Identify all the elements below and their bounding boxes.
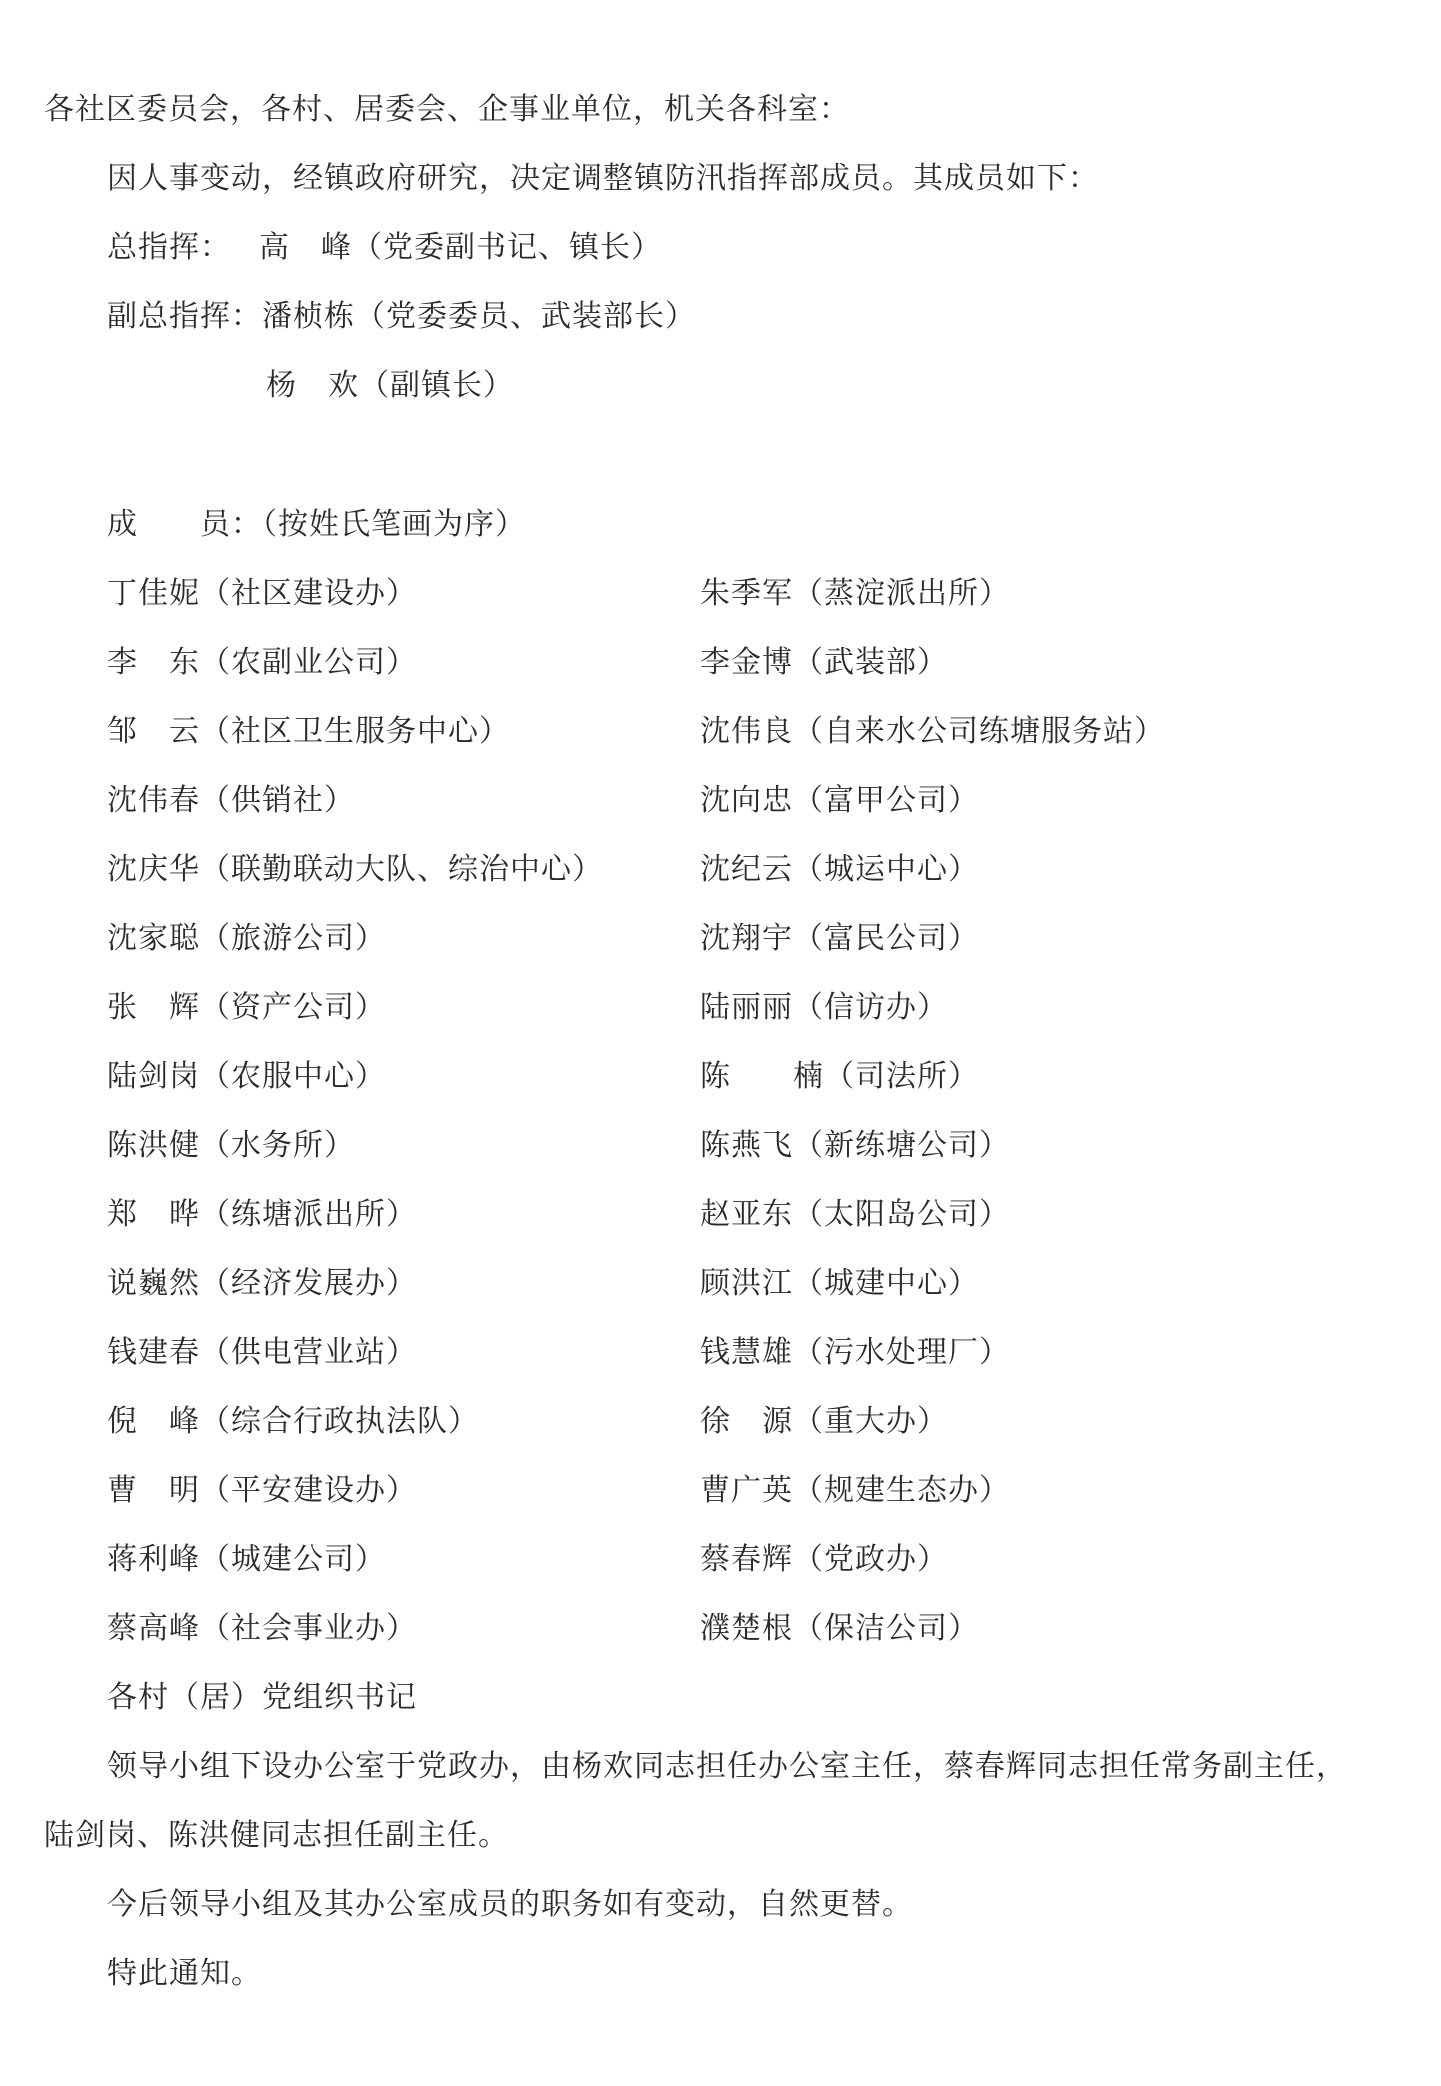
member-right: 沈伟良（自来水公司练塘服务站） (700, 714, 1165, 749)
member-right: 顾洪江（城建中心） (700, 1266, 979, 1301)
chief-commander-row (107, 228, 662, 268)
members-order-note: （按姓氏笔画为序） (262, 507, 526, 542)
office-paragraph-line2: 陆剑岗、陈洪健同志担任副主任。 (44, 1818, 509, 1853)
deputy-name: 潘桢栋 (262, 299, 355, 334)
member-left: 倪 峰（综合行政执法队） (107, 1404, 479, 1439)
member-left: 说巍然（经济发展办） (107, 1266, 417, 1301)
member-left: 曹 明（平安建设办） (107, 1473, 417, 1508)
deputy-role: （党委委员、武装部长） (355, 299, 696, 334)
deputy-commander-row (107, 297, 696, 337)
deputy-label: 副总指挥： (107, 299, 262, 334)
salutation: 各社区委员会，各村、居委会、企事业单位，机关各科室： (44, 92, 850, 127)
member-left: 钱建春（供电营业站） (107, 1335, 417, 1370)
member-right: 陈燕飞（新练塘公司） (700, 1128, 1010, 1163)
member-left: 沈庆华（联勤联动大队、综治中心） (107, 852, 603, 887)
change-note: 今后领导小组及其办公室成员的职务如有变动，自然更替。 (107, 1887, 913, 1922)
deputy-name: 杨 欢 (266, 368, 359, 403)
members-label: 成 员： (107, 507, 262, 542)
member-left: 郑 晔（练塘派出所） (107, 1197, 417, 1232)
closing: 特此通知。 (107, 1956, 262, 1991)
village-secretaries: 各村（居）党组织书记 (107, 1680, 417, 1715)
member-right: 赵亚东（太阳岛公司） (700, 1197, 1010, 1232)
member-right: 钱慧雄（污水处理厂） (700, 1335, 1010, 1370)
chief-label: 总指挥： (107, 230, 231, 265)
chief-role: （党委副书记、镇长） (352, 230, 662, 265)
member-left: 蒋利峰（城建公司） (107, 1542, 386, 1577)
member-right: 濮楚根（保洁公司） (700, 1611, 979, 1646)
member-right: 沈纪云（城运中心） (700, 852, 979, 887)
member-right: 徐 源（重大办） (700, 1404, 948, 1439)
chief-name: 高 峰 (259, 230, 352, 265)
member-right: 李金博（武装部） (700, 645, 948, 680)
member-right: 沈翔宇（富民公司） (700, 921, 979, 956)
member-right: 蔡春辉（党政办） (700, 1542, 948, 1577)
intro-paragraph: 因人事变动，经镇政府研究，决定调整镇防汛指挥部成员。其成员如下： (107, 161, 1099, 196)
member-left: 陆剑岗（农服中心） (107, 1059, 386, 1094)
member-left: 陈洪健（水务所） (107, 1128, 355, 1163)
members-heading (107, 505, 526, 545)
member-right: 曹广英（规建生态办） (700, 1473, 1010, 1508)
member-left: 邹 云（社区卫生服务中心） (107, 714, 510, 749)
member-left: 张 辉（资产公司） (107, 990, 386, 1025)
member-right: 沈向忠（富甲公司） (700, 783, 979, 818)
member-right: 朱季军（蒸淀派出所） (700, 576, 1010, 611)
member-right: 陈 楠（司法所） (700, 1059, 979, 1094)
member-left: 沈伟春（供销社） (107, 783, 355, 818)
member-left: 李 东（农副业公司） (107, 645, 417, 680)
member-right: 陆丽丽（信访办） (700, 990, 948, 1025)
deputy-role: （副镇长） (359, 368, 514, 403)
office-paragraph-line1: 领导小组下设办公室于党政办，由杨欢同志担任办公室主任，蔡春辉同志担任常务副主任， (107, 1749, 1347, 1784)
deputy-commander-row (266, 366, 514, 406)
member-left: 蔡高峰（社会事业办） (107, 1611, 417, 1646)
member-left: 丁佳妮（社区建设办） (107, 576, 417, 611)
member-left: 沈家聪（旅游公司） (107, 921, 386, 956)
